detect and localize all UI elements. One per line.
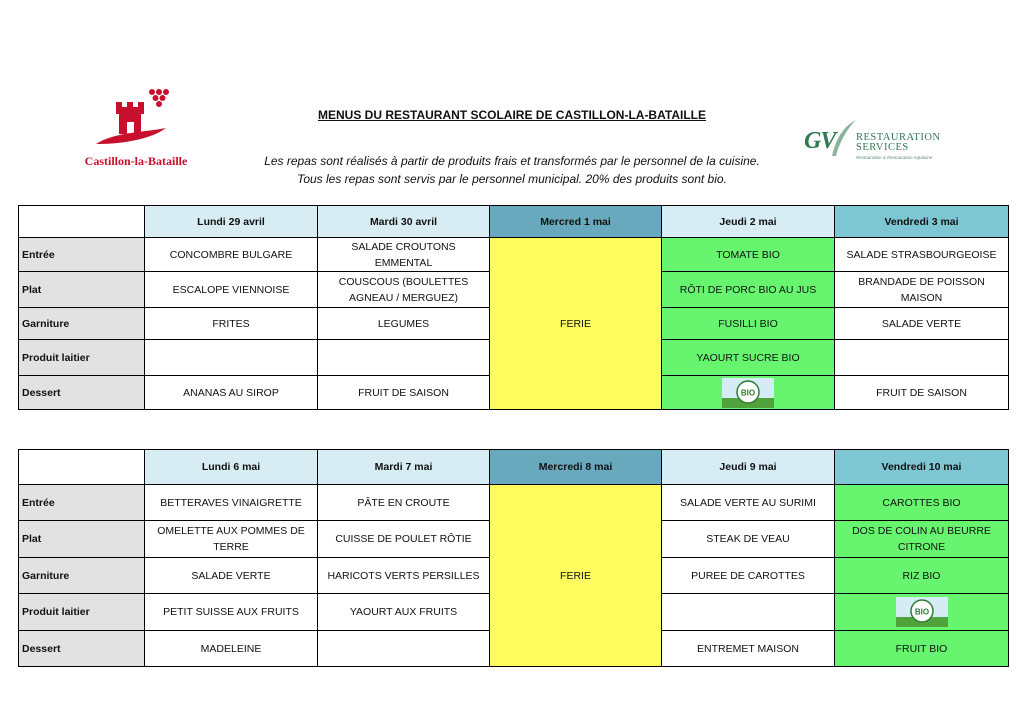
menu-cell-bio-label — [662, 376, 835, 410]
holiday-cell: FERIE — [490, 485, 662, 667]
menu-cell: YAOURT AUX FRUITS — [318, 594, 490, 631]
menu-cell: CUISSE DE POULET RÔTIE — [318, 521, 490, 558]
menu-cell: CAROTTES BIO — [835, 485, 1009, 521]
caterer-name-line2: SERVICES — [856, 142, 909, 153]
menu-cell: PUREE DE CAROTTES — [662, 558, 835, 594]
day-header: Lundi 29 avril — [145, 206, 318, 238]
menu-cell: YAOURT SUCRE BIO — [662, 340, 835, 376]
menu-cell: BETTERAVES VINAIGRETTE — [145, 485, 318, 521]
day-header: Mardi 30 avril — [318, 206, 490, 238]
menu-cell — [318, 340, 490, 376]
menu-cell: PÂTE EN CROUTE — [318, 485, 490, 521]
menu-cell: RÔTI DE PORC BIO AU JUS — [662, 272, 835, 308]
menu-cell: MADELEINE — [145, 631, 318, 667]
day-header: Jeudi 2 mai — [662, 206, 835, 238]
menu-cell: BRANDADE DE POISSON MAISON — [835, 272, 1009, 308]
menu-cell: SALADE VERTE — [145, 558, 318, 594]
row-label-produit-laitier: Produit laitier — [19, 340, 145, 376]
menu-cell: FRUIT DE SAISON — [835, 376, 1009, 410]
row-label-dessert: Dessert — [19, 376, 145, 410]
menu-cell: STEAK DE VEAU — [662, 521, 835, 558]
menu-cell — [145, 340, 318, 376]
day-header: Mercred 1 mai — [490, 206, 662, 238]
bio-label-icon — [722, 378, 774, 408]
menu-cell — [662, 594, 835, 631]
caterer-name-line1: RESTAURATION — [856, 132, 941, 143]
menu-cell: DOS DE COLIN AU BEURRE CITRONE — [835, 521, 1009, 558]
day-header: Vendredi 3 mai — [835, 206, 1009, 238]
menu-cell: FRUIT BIO — [835, 631, 1009, 667]
menu-cell: HARICOTS VERTS PERSILLES — [318, 558, 490, 594]
menu-cell: TOMATE BIO — [662, 238, 835, 272]
bio-label-icon — [896, 597, 948, 627]
menu-cell-bio-label — [835, 594, 1009, 631]
town-name: Castillon-la-Bataille — [84, 154, 188, 168]
menu-cell: SALADE STRASBOURGEOISE — [835, 238, 1009, 272]
row-label-entree: Entrée — [19, 238, 145, 272]
row-label-plat: Plat — [19, 521, 145, 558]
bio-label-text: BIO — [740, 388, 756, 397]
menu-cell: RIZ BIO — [835, 558, 1009, 594]
caterer-tagline: Restauration & Restauration Aquitaine — [856, 155, 933, 160]
intro-line-1: Les repas sont réalisés à partir de produits frais et transformés par le personnel de la cuisine. — [264, 154, 760, 168]
menu-cell: FRITES — [145, 308, 318, 340]
day-header: Jeudi 9 mai — [662, 450, 835, 485]
menu-cell: COUSCOUS (BOULETTES AGNEAU / MERGUEZ) — [318, 272, 490, 308]
menu-cell: SALADE VERTE — [835, 308, 1009, 340]
corner-cell — [19, 206, 145, 238]
menu-cell: PETIT SUISSE AUX FRUITS — [145, 594, 318, 631]
corner-cell — [19, 450, 145, 485]
menu-cell: FUSILLI BIO — [662, 308, 835, 340]
intro-line-2: Tous les repas sont servis par le personnel municipal. 20% des produits sont bio. — [297, 172, 727, 186]
bio-label-text: BIO — [914, 607, 929, 617]
menu-cell: SALADE VERTE AU SURIMI — [662, 485, 835, 521]
row-label-garniture: Garniture — [19, 308, 145, 340]
menu-cell: SALADE CROUTONS EMMENTAL — [318, 238, 490, 272]
menu-table-week-1 — [18, 205, 1009, 410]
menu-cell: FRUIT DE SAISON — [318, 376, 490, 410]
row-label-produit-laitier: Produit laitier — [19, 594, 145, 631]
menu-cell — [318, 631, 490, 667]
holiday-cell: FERIE — [490, 238, 662, 410]
day-header: Lundi 6 mai — [145, 450, 318, 485]
menu-cell: ANANAS AU SIROP — [145, 376, 318, 410]
menu-cell: ENTREMET MAISON — [662, 631, 835, 667]
menu-cell — [835, 340, 1009, 376]
day-header: Mercredi 8 mai — [490, 450, 662, 485]
day-header: Vendredi 10 mai — [835, 450, 1009, 485]
row-label-dessert: Dessert — [19, 631, 145, 667]
menu-cell: LEGUMES — [318, 308, 490, 340]
page-title: MENUS DU RESTAURANT SCOLAIRE DE CASTILLON-LA-BATAILLE — [318, 108, 706, 122]
row-label-garniture: Garniture — [19, 558, 145, 594]
menu-cell: ESCALOPE VIENNOISE — [145, 272, 318, 308]
menu-cell: OMELETTE AUX POMMES DE TERRE — [145, 521, 318, 558]
menu-cell: CONCOMBRE BULGARE — [145, 238, 318, 272]
menu-table-week-2 — [18, 449, 1009, 667]
day-header: Mardi 7 mai — [318, 450, 490, 485]
row-label-entree: Entrée — [19, 485, 145, 521]
row-label-plat: Plat — [19, 272, 145, 308]
caterer-initials: GV — [804, 128, 836, 154]
